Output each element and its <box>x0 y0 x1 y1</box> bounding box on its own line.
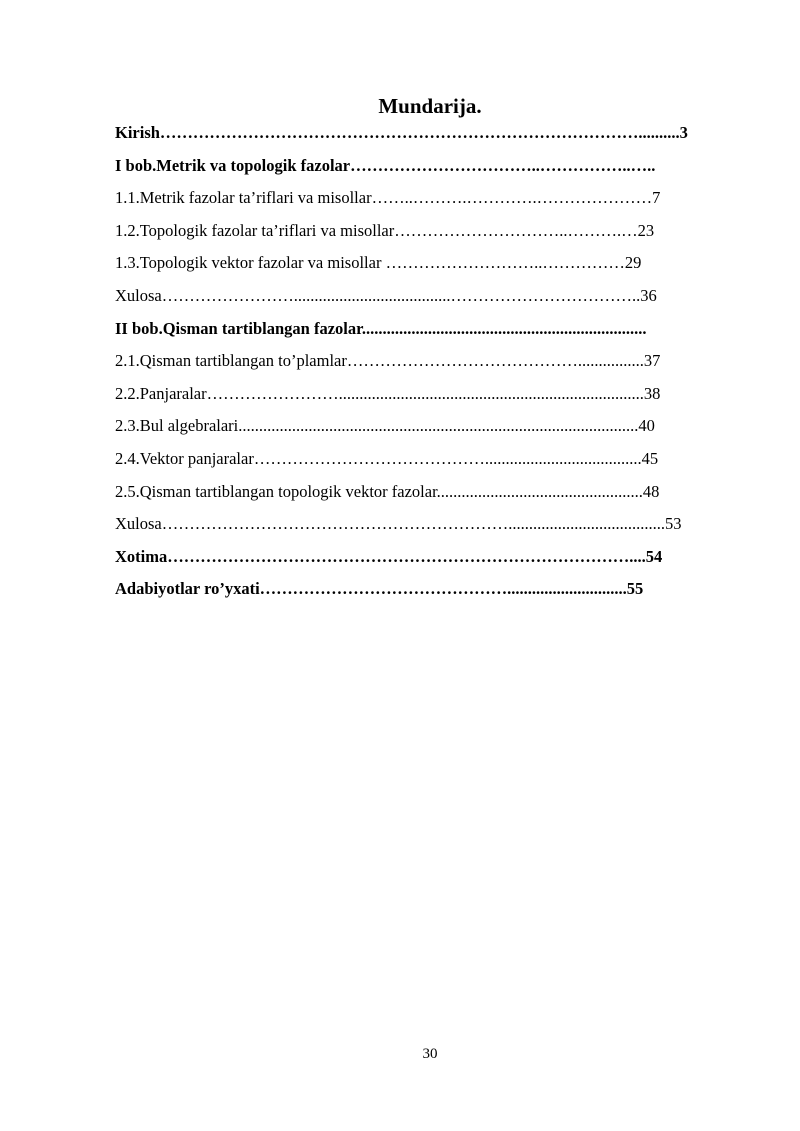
toc-entry-xulosa-1: Xulosa……………………......................................……………………………..36 <box>115 285 657 305</box>
toc-entry-2-1: 2.1.Qisman tartiblangan to’plamlar……………………………………................37 <box>115 351 661 371</box>
page-number: 30 <box>422 1046 438 1062</box>
toc-entry-xulosa-2: Xulosa………………………………………………………......................................53 <box>115 514 682 534</box>
toc-entry-2-3: 2.3.Bul algebralari.................................................................................................40 <box>115 416 655 436</box>
toc-entry-1-1: 1.1.Metrik fazolar ta’riflari va misollar……..……….………….…………………7 <box>115 188 661 208</box>
toc-entry-xotima: Xotima…………………………………………………………………………....54 <box>115 546 663 566</box>
toc-entry-1-2: 1.2.Topologik fazolar ta’riflari va misollar…………………………..……….…23 <box>115 220 655 240</box>
toc-entry-1-3: 1.3.Topologik vektor fazolar va misollar ………………………..……………29 <box>115 253 642 273</box>
toc-entry-chapter-1: I bob.Metrik va topologik fazolar……………………………..……………..….. <box>115 155 656 175</box>
toc-entry-2-5: 2.5.Qisman tartiblangan topologik vektor fazolar..................................................48 <box>115 481 660 501</box>
toc-entry-2-4: 2.4.Vektor panjaralar……………………………………......................................45 <box>115 448 659 468</box>
toc-entry-kirish: Kirish……………………………………………………………………………..........3 <box>115 123 688 142</box>
toc-entry-chapter-2: II bob.Qisman tartiblangan fazolar..................................................................... <box>115 318 647 338</box>
toc-entry-adabiyotlar: Adabiyotlar ro’yxati……………………………………….............................55 <box>115 579 644 599</box>
table-of-contents <box>115 119 740 608</box>
toc-entry-2-2: 2.2.Panjaralar……………………..........................................................................38 <box>115 383 661 403</box>
page-title: Mundarija. <box>378 94 482 118</box>
